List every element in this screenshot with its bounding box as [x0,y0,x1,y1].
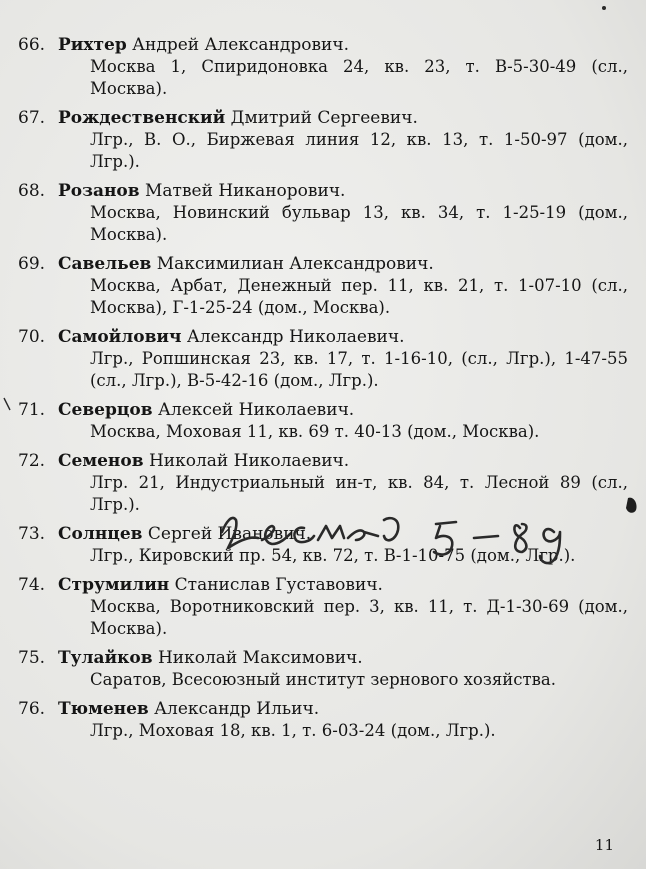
entry-address: Лгр., Ропшинская 23, кв. 17, т. 1-16-10, (сл., Лгр.), 1-47-55 (сл., Лгр.), В-5-42-16 (дом., Лгр.). [90,349,628,390]
list-item [18,253,628,319]
list-item [18,326,628,392]
entry-heading [18,253,628,275]
entry-heading [18,399,628,421]
entry-surname: Тулайков [58,648,153,668]
entry-given-names: Сергей Иванович. [147,524,312,544]
entry-given-names: Матвей Никанорович. [145,181,346,201]
list-item [18,647,628,691]
entry-surname: Тюменев [58,699,149,719]
list-item [18,450,628,516]
entry-heading [18,34,628,56]
entry-address: Москва, Новинский бульвар 13, кв. 34, т. 1-25-19 (дом., Москва). [90,203,628,244]
entry-address: Лгр., Моховая 18, кв. 1, т. 6-03-24 (дом., Лгр.). [90,721,496,740]
entry-heading [18,326,628,348]
entry-heading [18,450,628,472]
entry-address: Лгр. 21, Индустриальный ин-т, кв. 84, т. Лесной 89 (сл., Лгр.). [90,473,628,514]
entry-surname: Рождественский [58,108,226,128]
list-item [18,180,628,246]
entry-heading [18,523,628,545]
directory-list [18,34,628,749]
entry-surname: Рихтер [58,35,127,55]
entry-heading [18,698,628,720]
entry-given-names: Александр Николаевич. [186,327,405,347]
entry-heading [18,180,628,202]
entry-heading [18,647,628,669]
entry-surname: Розанов [58,181,140,201]
page-number: 11 [594,836,614,854]
list-item [18,574,628,640]
entry-number: 70. [18,327,46,347]
entry-number: 73. [18,524,46,544]
entry-surname: Солнцев [58,524,143,544]
list-item [18,107,628,173]
entry-given-names: Дмитрий Сергеевич. [230,108,418,128]
entry-number: 71. [18,400,46,420]
entry-address: Лгр., В. О., Биржевая линия 12, кв. 13, т. 1-50-97 (дом., Лгр.). [90,130,628,171]
entry-surname: Струмилин [58,575,170,595]
entry-given-names: Александр Ильич. [154,699,320,719]
entry-number: 72. [18,451,46,471]
entry-address: Москва 1, Спиридоновка 24, кв. 23, т. В-5-30-49 (сл., Москва). [90,57,628,98]
entry-number: 67. [18,108,46,128]
entry-surname: Северцов [58,400,153,420]
entry-given-names: Андрей Александрович. [132,35,349,55]
list-item [18,698,628,742]
entry-given-names: Николай Максимович. [157,648,363,668]
entry-address: Москва, Воротниковский пер. 3, кв. 11, т. Д-1-30-69 (дом., Москва). [90,597,628,638]
entry-number: 76. [18,699,46,719]
entry-surname: Савельев [58,254,152,274]
entry-address: Саратов, Всесоюзный институт зернового хозяйства. [90,670,557,689]
list-item [18,399,628,443]
entry-number: 69. [18,254,46,274]
entry-heading [18,107,628,129]
list-item [18,34,628,100]
entry-surname: Самойлович [58,327,182,347]
entry-number: 75. [18,648,46,668]
entry-given-names: Максимилиан Александрович. [156,254,434,274]
entry-address: Москва, Моховая 11, кв. 69 т. 40-13 (дом., Москва). [90,422,540,441]
entry-address: Москва, Арбат, Денежный пер. 11, кв. 21, т. 1-07-10 (сл., Москва), Г-1-25-24 (дом., Москва). [90,276,628,317]
entry-number: 74. [18,575,46,595]
entry-number: 68. [18,181,46,201]
entry-given-names: Николай Николаевич. [148,451,350,471]
list-item [18,523,628,567]
entry-given-names: Станислав Густавович. [174,575,383,595]
entry-given-names: Алексей Николаевич. [157,400,355,420]
entry-address: Лгр., Кировский пр. 54, кв. 72, т. В-1-10-75 (дом., Лгр.). [90,546,576,565]
entry-number: 66. [18,35,46,55]
entry-surname: Семенов [58,451,144,471]
entry-heading [18,574,628,596]
